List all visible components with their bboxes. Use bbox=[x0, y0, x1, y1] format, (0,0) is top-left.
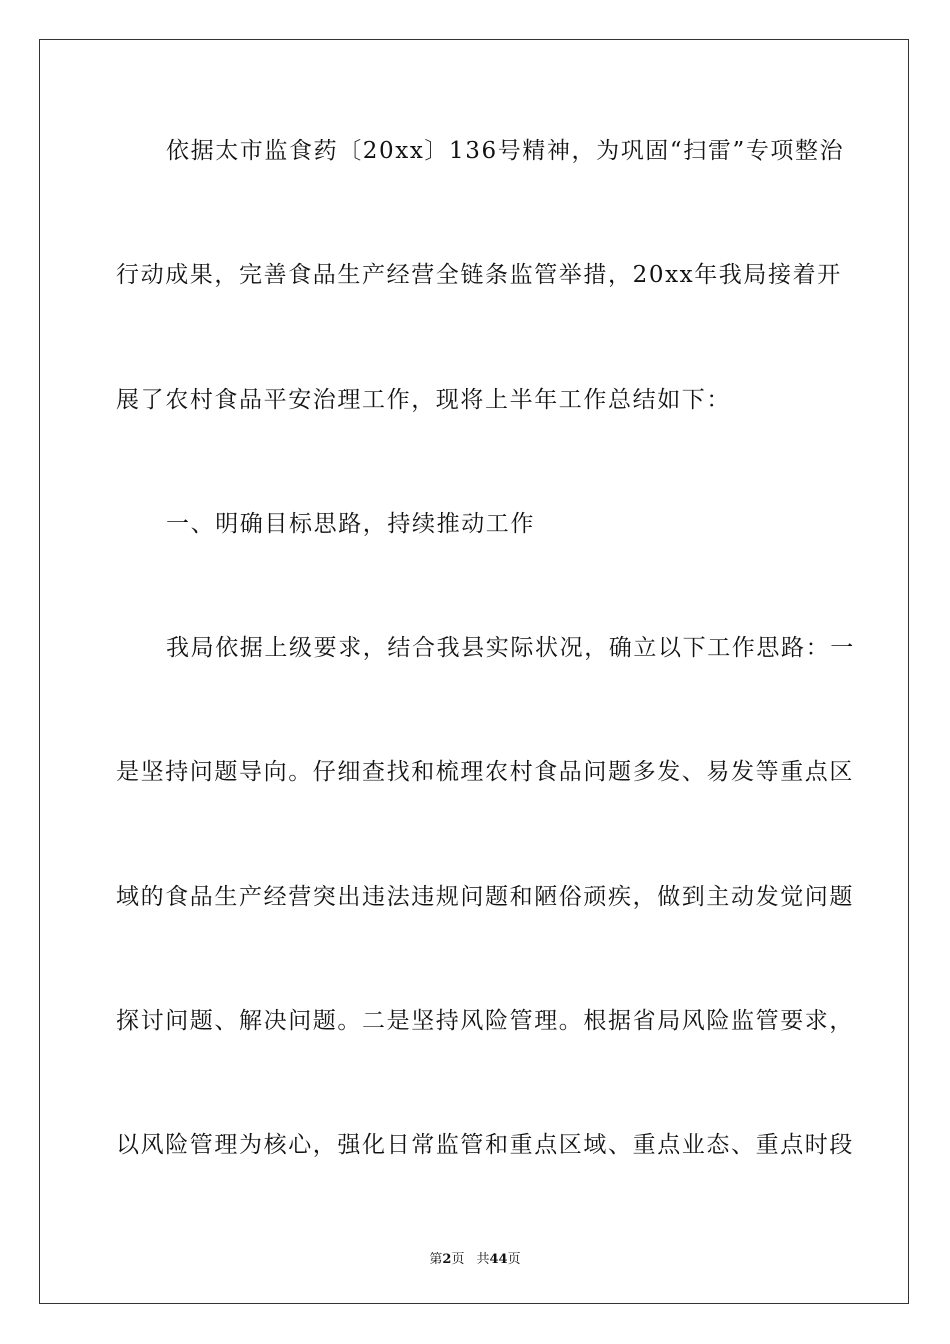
paragraph-line: 域的食品生产经营突出违法违规问题和陋俗顽疾，做到主动发觉问题 bbox=[116, 883, 854, 910]
paragraph-line: 行动成果，完善食品生产经营全链条监管举措，20xx年我局接着开 bbox=[116, 262, 842, 289]
page-suffix: 页 bbox=[451, 1252, 465, 1267]
document-body bbox=[116, 125, 855, 1244]
page-number: 2 bbox=[442, 1252, 452, 1267]
paragraph-line: 依据太市监食药〔20xx〕136号精神，为巩固“扫雷”专项整治 bbox=[166, 138, 845, 164]
paragraph-line: 展了农村食品平安治理工作，现将上半年工作总结如下： bbox=[116, 386, 731, 413]
paragraph-line: 我局依据上级要求，结合我县实际状况，确立以下工作思路：一 bbox=[166, 635, 855, 662]
page-footer bbox=[0, 1248, 950, 1267]
total-prefix: 共 bbox=[476, 1252, 490, 1267]
total-pages: 44 bbox=[489, 1252, 508, 1267]
paragraph-line: 探讨问题、解决问题。二是坚持风险管理。根据省局风险监管要求， bbox=[116, 1008, 854, 1035]
paragraph-line: 是坚持问题导向。仔细查找和梳理农村食品问题多发、易发等重点区 bbox=[116, 759, 854, 786]
total-suffix: 页 bbox=[507, 1252, 521, 1267]
paragraph-line: 以风险管理为核心，强化日常监管和重点区域、重点业态、重点时段 bbox=[116, 1132, 854, 1159]
page-prefix: 第 bbox=[429, 1252, 443, 1267]
section-heading: 一、明确目标思路，持续推动工作 bbox=[166, 510, 535, 537]
